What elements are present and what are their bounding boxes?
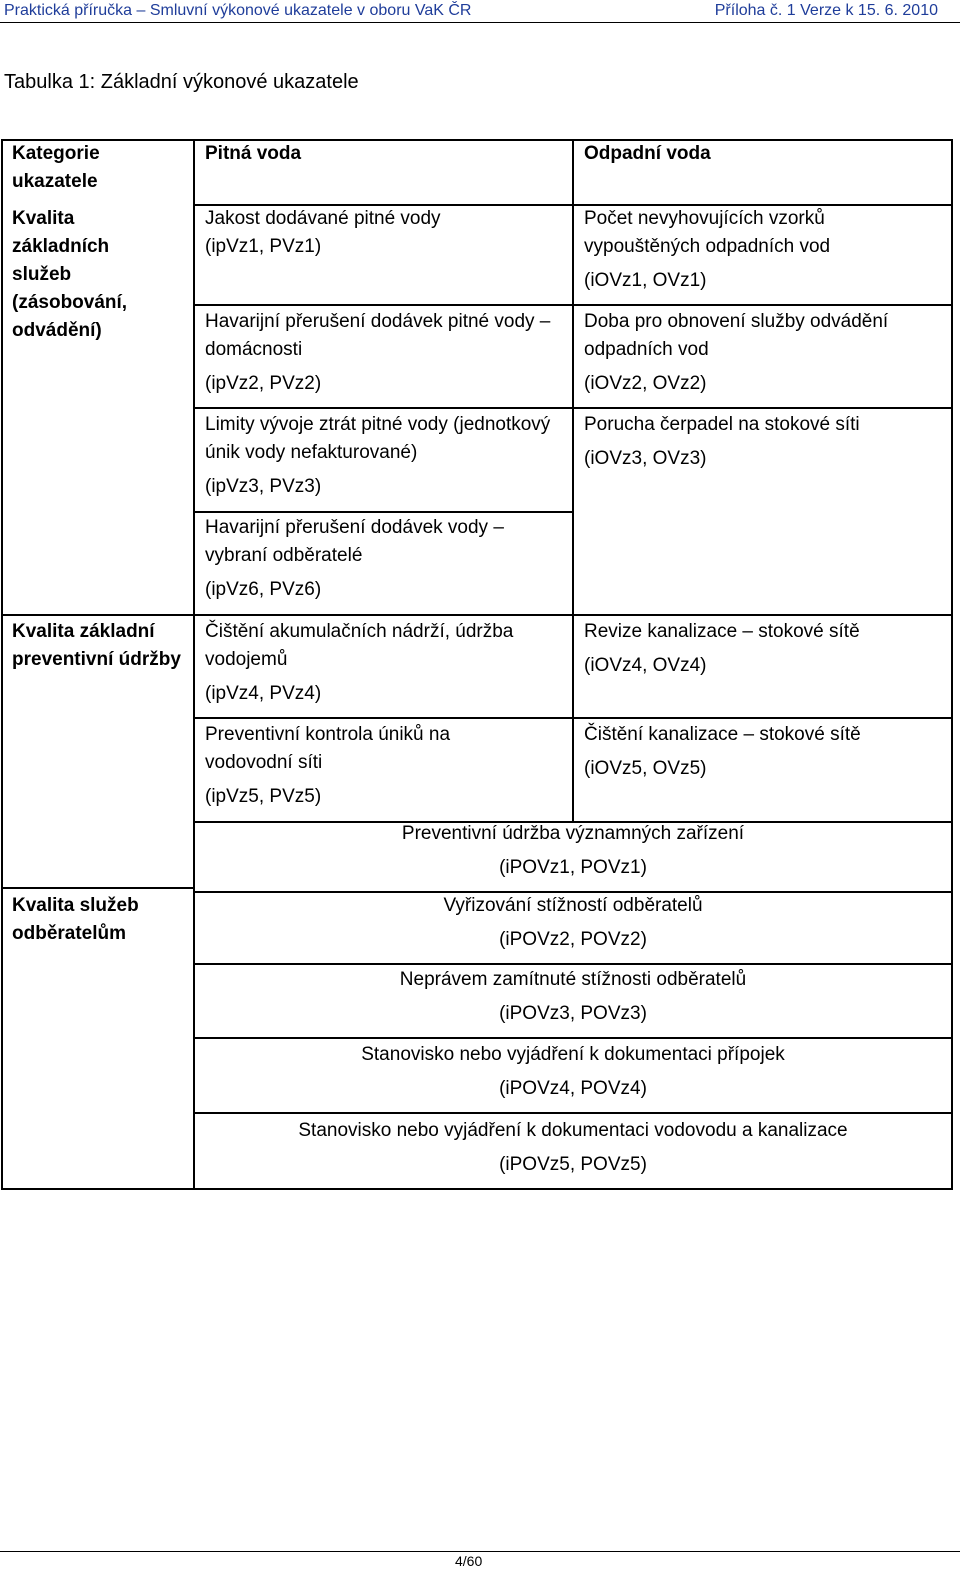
- drinking-label: Jakost dodávané pitné vody: [205, 208, 441, 229]
- waste-row: [584, 721, 944, 783]
- footer-divider: [0, 1551, 960, 1552]
- shared-row: [196, 1041, 950, 1103]
- waste-code: (iOVz5, OVz5): [584, 758, 707, 779]
- page-number: 4/60: [455, 1553, 483, 1569]
- shared-label: Stanovisko nebo vyjádření k dokumentaci přípojek: [361, 1044, 785, 1065]
- waste-code: (iOVz3, OVz3): [584, 448, 707, 469]
- shared-label: Stanovisko nebo vyjádření k dokumentaci vodovodu a kanalizace: [298, 1120, 848, 1141]
- waste-label: Doba pro obnovení služby odvádění odpadních vod: [584, 311, 889, 360]
- drinking-code: (ipVz6, PVz6): [205, 579, 322, 600]
- shared-code: (iPOVz1, POVz1): [499, 857, 647, 878]
- drinking-water-header: Pitná voda: [205, 143, 302, 164]
- shared-label: Vyřizování stížností odběratelů: [443, 895, 703, 916]
- waste-label: Počet nevyhovujících vzorků vypouštěných odpadních vod: [584, 208, 831, 257]
- header-left: Praktická příručka – Smluvní výkonové ukazatele v oboru VaK ČR: [4, 2, 472, 19]
- header-right: Příloha č. 1 Verze k 15. 6. 2010: [714, 2, 938, 19]
- shared-row: [196, 1117, 950, 1179]
- waste-row: [584, 308, 944, 398]
- drinking-code: (ipVz2, PVz2): [205, 373, 322, 394]
- drinking-label: Havarijní přerušení dodávek pitné vody – domácnosti: [205, 311, 551, 360]
- drinking-row: [205, 514, 545, 604]
- category-preventive-maintenance: Kvalita základní preventivní údržby: [12, 621, 181, 670]
- shared-code: (iPOVz2, POVz2): [499, 929, 647, 950]
- drinking-row: [205, 205, 567, 261]
- shared-row: [196, 892, 950, 954]
- drinking-label: Limity vývoje ztrát pitné vody (jednotkový únik vody nefakturované): [205, 414, 551, 463]
- waste-code: (iOVz1, OVz1): [584, 270, 707, 291]
- shared-row: [196, 966, 950, 1028]
- waste-row: [584, 618, 944, 680]
- drinking-label: Čištění akumulačních nádrží, údržba vodojemů: [205, 621, 514, 670]
- drinking-code: (ipVz1, PVz1): [205, 236, 322, 257]
- drinking-code: (ipVz5, PVz5): [205, 786, 322, 807]
- shared-code: (iPOVz4, POVz4): [499, 1078, 647, 1099]
- waste-label: Revize kanalizace – stokové sítě: [584, 621, 860, 642]
- shared-label: Neprávem zamítnuté stížnosti odběratelů: [399, 969, 747, 990]
- category-customer-services: Kvalita služeb odběratelům: [12, 895, 139, 944]
- waste-row: [584, 411, 944, 473]
- waste-row: [584, 205, 944, 295]
- drinking-label: Preventivní kontrola úniků na vodovodní síti: [205, 724, 451, 773]
- category-basic-services: Kvalita základních služeb (zásobování, odvádění): [12, 208, 128, 341]
- waste-label: Porucha čerpadel na stokové síti: [584, 414, 860, 435]
- shared-label: Preventivní údržba významných zařízení: [401, 823, 745, 844]
- drinking-code: (ipVz3, PVz3): [205, 476, 322, 497]
- waste-water-header: Odpadní voda: [584, 143, 711, 164]
- shared-row: [196, 820, 950, 882]
- waste-code: (iOVz2, OVz2): [584, 373, 707, 394]
- table-title: Tabulka 1: Základní výkonové ukazatele: [4, 71, 359, 93]
- drinking-row: [205, 411, 567, 501]
- shared-code: (iPOVz3, POVz3): [499, 1003, 647, 1024]
- category-column-header: Kategorie ukazatele: [12, 143, 100, 192]
- drinking-row: [205, 618, 567, 708]
- drinking-row: [205, 308, 567, 398]
- drinking-code: (ipVz4, PVz4): [205, 683, 322, 704]
- waste-label: Čištění kanalizace – stokové sítě: [584, 724, 861, 745]
- waste-code: (iOVz4, OVz4): [584, 655, 707, 676]
- drinking-label: Havarijní přerušení dodávek vody – vybraní odběratelé: [205, 517, 504, 566]
- drinking-row: [205, 721, 505, 811]
- shared-code: (iPOVz5, POVz5): [499, 1154, 647, 1175]
